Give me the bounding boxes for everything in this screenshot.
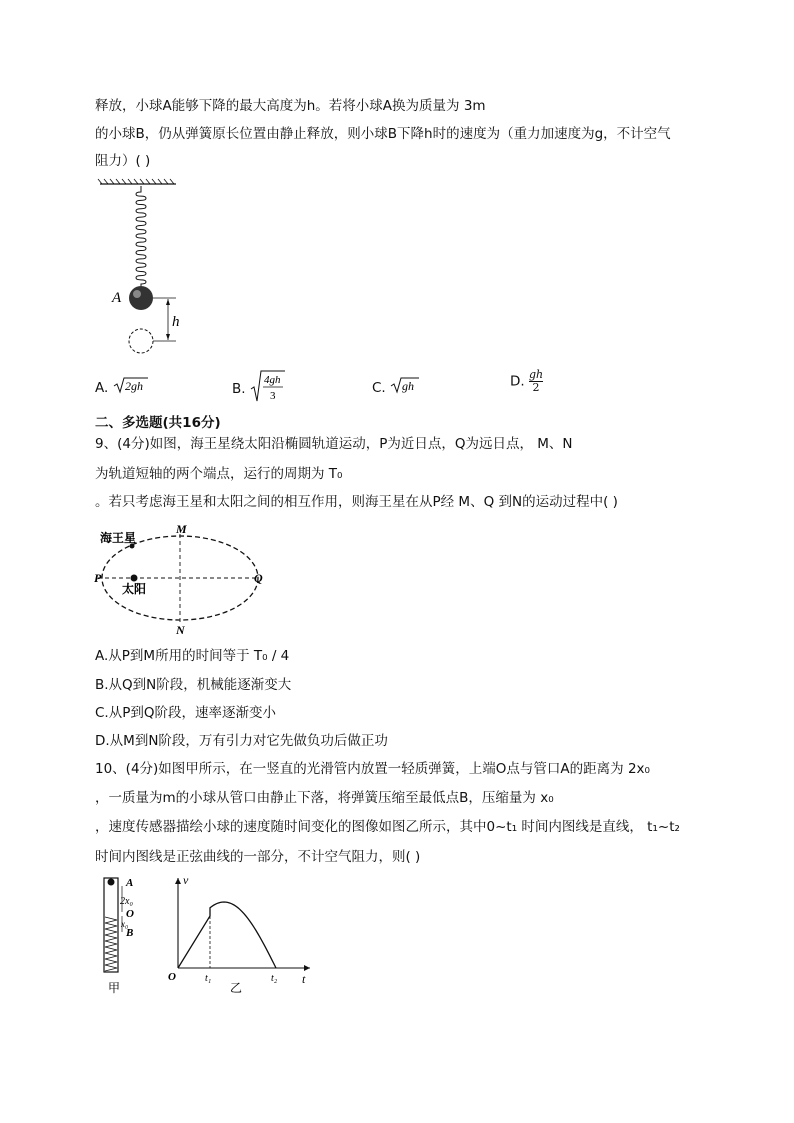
q9-line-3: 。若只考虑海王星和太阳之间的相互作用，则海王星在从P经 M、Q 到N的运动过程中( ) (95, 494, 618, 510)
label-P: P (94, 571, 102, 585)
q9-line-2: 为轨道短轴的两个端点，运行的周期为 T₀ (95, 466, 343, 482)
q8-line-2: 的小球B，仍从弹簧原长位置由静止释放，则小球B下降h时的速度为（重力加速度为g，不计空气 (95, 126, 671, 142)
q8-label-A: A (112, 290, 122, 306)
q8-option-b-den: 3 (269, 390, 276, 402)
label-planet: 海王星 (100, 531, 137, 545)
label-Q: Q (254, 571, 263, 585)
q8-spring-figure (96, 178, 196, 358)
yi-label-t1: t₁ (205, 973, 212, 984)
q8-line-3: 阻力）( ) (95, 153, 151, 169)
q9-option-b[interactable]: B.从Q到N阶段，机械能逐渐变大 (95, 677, 292, 693)
jia-label-B: B (126, 927, 134, 939)
q9-option-d[interactable]: D.从M到N阶段，万有引力对它先做负功后做正功 (95, 733, 388, 749)
label-M: M (176, 522, 187, 536)
q10-tube-figure (96, 874, 146, 996)
jia-label-2x0: 2x₀ (120, 896, 133, 907)
label-N: N (176, 623, 185, 636)
jia-caption: 甲 (108, 981, 121, 995)
q8-label-h: h (172, 314, 180, 330)
yi-label-O: O (168, 971, 176, 983)
jia-label-O: O (126, 908, 134, 920)
section-heading: 二、多选题(共16分) (95, 415, 221, 431)
q10-line-2: ，一质量为m的小球从管口由静止下落，将弹簧压缩至最低点B，压缩量为 x₀ (95, 790, 554, 806)
sun-dot (131, 575, 138, 582)
label-sun: 太阳 (122, 582, 147, 596)
q8-option-d-den: 2 (529, 381, 543, 394)
yi-caption: 乙 (230, 981, 243, 995)
q8-option-c[interactable]: C. gh (372, 376, 420, 400)
q8-option-a-expr: 2gh (124, 379, 143, 393)
velocity-curve (178, 902, 276, 968)
q8-line-1: 释放，小球A能够下降的最大高度为h。若将小球A换为质量为 3m (95, 98, 486, 114)
q9-option-c[interactable]: C.从P到Q阶段，速率逐渐变小 (95, 705, 276, 721)
jia-label-A: A (126, 877, 134, 889)
q8-option-d-num: gh (528, 368, 544, 381)
yi-label-t2: t₂ (271, 973, 278, 984)
q8-option-b[interactable]: B. 4gh 3 (232, 369, 286, 409)
q8-option-c-expr: gh (402, 379, 415, 393)
q10-line-1: 10、(4分)如图甲所示，在一竖直的光滑管内放置一轻质弹簧，上端O点与管口A的距离为 2x₀ (95, 761, 650, 777)
q10-line-3: ，速度传感器描绘小球的速度随时间变化的图像如图乙所示，其中0~t₁ 时间内图线是直线， t₁~t₂ (95, 819, 680, 835)
q9-line-1: 9、(4分)如图，海王星绕太阳沿椭圆轨道运动，P为近日点，Q为远日点， M、N (95, 436, 573, 452)
yi-label-v: v (183, 873, 189, 887)
jia-label-x0: x₀ (121, 919, 129, 929)
q9-orbit-figure (94, 522, 274, 636)
q9-option-a[interactable]: A.从P到M所用的时间等于 T₀ / 4 (95, 648, 290, 664)
q8-option-d[interactable]: D. $\frac{gh}{2}$ (510, 368, 544, 394)
q8-option-a[interactable]: A. 2gh (95, 376, 149, 400)
q10-line-4: 时间内图线是正弦曲线的一部分，不计空气阻力，则( ) (95, 849, 421, 865)
q10-vt-graph (164, 870, 314, 996)
yi-label-t: t (302, 972, 306, 986)
q8-option-b-num: 4gh (263, 374, 281, 386)
